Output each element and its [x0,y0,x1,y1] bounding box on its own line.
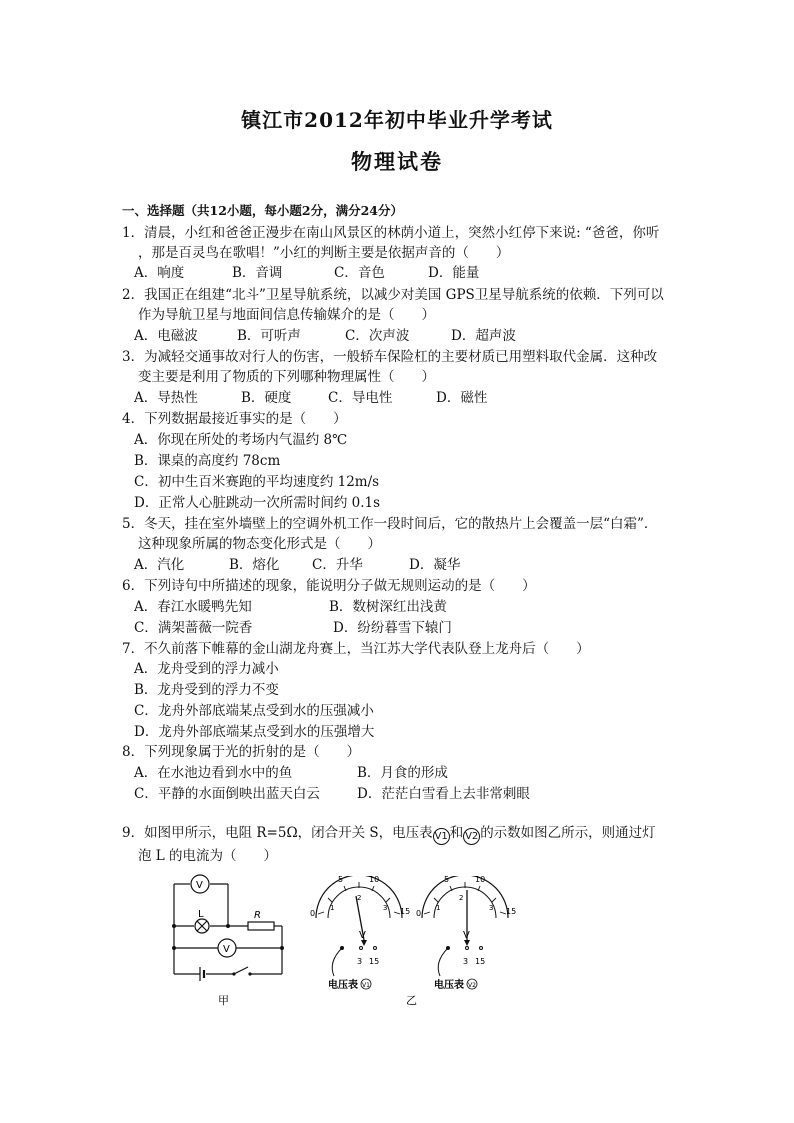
q7-option-b: B．龙舟受到的浮力不变 [134,682,279,698]
voltmeter-v2-icon: V2 [463,828,480,845]
q2-stem-cont: 作为导航卫星与地面间信息传输媒介的是（ ） [138,307,435,323]
svg-text:3: 3 [383,904,388,912]
svg-text:1: 1 [436,904,441,912]
q5-option-c: C．升华 [312,557,363,573]
q8-option-a: A．在水池边看到水中的鱼 [134,765,293,781]
svg-text:0: 0 [416,909,422,918]
resistor-label: R [254,910,261,921]
svg-text:15: 15 [400,907,411,916]
q6-stem: 6．下列诗句中所描述的现象，能说明分子做无规则运动的是（ ） [122,578,536,594]
circuit-v2-label: V [223,944,230,955]
q8-stem: 8．下列现象属于光的折射的是（ ） [122,744,361,760]
svg-text:15: 15 [506,907,517,916]
q4-option-c: C．初中生百米赛跑的平均速度约 12m/s [134,474,380,490]
svg-text:1: 1 [330,904,335,912]
q3-option-c: C．导电性 [328,390,393,406]
q6-option-c: C．满架蔷薇一院香 [134,620,253,636]
meter2-caption: 电压表 [434,980,464,991]
svg-text:V: V [359,930,366,941]
q1-option-d: D．能量 [428,265,480,281]
q6-option-b: B．数树深红出浅黄 [329,599,447,615]
q1-option-c: C．音色 [334,265,385,281]
q2-option-c: C．次声波 [345,328,410,344]
voltmeter-1 [310,876,410,991]
q9-text-b: 和 [449,825,464,841]
exam-title: 镇江市2012年初中毕业升学考试 [241,108,553,132]
q7-option-a: A．龙舟受到的浮力减小 [134,661,279,677]
q5-stem: 5．冬天，挂在室外墙壁上的空调外机工作一段时间后，它的散热片上会覆盖一层“白霜”． [122,516,658,532]
q3-stem-cont: 变主要是利用了物质的下列哪种物理属性（ ） [138,369,435,385]
q4-option-d: D．正常人心脏跳动一次所需时间约 0.1s [134,495,381,511]
voltmeter-2 [416,876,516,991]
voltmeter-figure [306,876,528,1008]
svg-text:10: 10 [369,876,380,884]
q1-stem: 1．清晨，小红和爸爸正漫步在南山风景区的林荫小道上，突然小红停下来说: “爸爸，你听 [122,225,660,241]
q1-option-b: B．音调 [232,265,283,281]
svg-text:V2: V2 [468,982,476,989]
q4-option-b: B．课桌的高度约 78cm [134,453,281,469]
meter1-caption: 电压表 [328,980,358,991]
q9-text-a: 9．如图甲所示，电阻 R=5Ω，闭合开关 S，电压表 [122,825,433,841]
q2-option-d: D．超声波 [451,328,516,344]
q5-option-b: B．熔化 [229,557,280,573]
lamp-label: L [198,909,204,920]
q8-option-c: C．平静的水面倒映出蓝天白云 [134,786,320,802]
q2-option-b: B．可听声 [237,328,301,344]
figure-yi-label: 乙 [406,994,417,1007]
q7-option-d: D．龙舟外部底端某点受到水的压强增大 [134,724,375,740]
q5-option-d: D．凝华 [409,557,461,573]
q4-stem: 4．下列数据最接近事实的是（ ） [122,411,347,427]
q5-option-a: A．汽化 [134,557,185,573]
q7-option-c: C．龙舟外部底端某点受到水的压强减小 [134,703,374,719]
q3-option-b: B．硬度 [241,390,292,406]
q3-option-d: D．磁性 [436,390,488,406]
q4-option-a: A．你现在所处的考场内气温约 8℃ [134,432,348,448]
voltmeter-v1-icon: V1 [433,828,450,845]
svg-text:10: 10 [475,876,486,884]
q6-option-d: D．纷纷暮雪下辕门 [333,620,452,636]
q1-option-a: A．响度 [134,265,185,281]
q2-option-a: A．电磁波 [134,328,198,344]
figure-jia-label: 甲 [218,994,229,1007]
circuit-v1-label: V [196,880,203,891]
svg-text:0: 0 [310,909,316,918]
svg-text:2: 2 [357,894,362,902]
q2-stem: 2．我国正在组建“北斗”卫星导航系统，以减少对美国 GPS卫星导航系统的依赖．下列可以 [122,287,664,303]
svg-text:15: 15 [475,957,486,966]
circuit-diagram [168,874,288,1012]
svg-text:5: 5 [338,876,344,884]
q6-option-a: A．春江水暖鸭先知 [134,599,252,615]
q5-stem-cont: 这种现象所属的物态变化形式是（ ） [138,536,381,552]
svg-text:15: 15 [369,957,380,966]
q9-stem [122,824,656,845]
q1-stem-cont: ，那是百灵鸟在歌唱！”小红的判断主要是依据声音的（ ） [138,245,510,261]
q9-text-c: 的示数如图乙所示，则通过灯 [480,825,656,841]
q8-option-b: B．月食的形成 [357,765,448,781]
q7-stem: 7．不久前落下帷幕的金山湖龙舟赛上，当江苏大学代表队登上龙舟后（ ） [122,641,590,657]
svg-text:V1: V1 [362,982,370,989]
section-heading: 一、选择题（共12小题，每小题2分，满分24分） [122,203,403,218]
svg-text:3: 3 [357,957,363,966]
svg-text:5: 5 [444,876,450,884]
svg-text:V: V [463,930,470,941]
svg-text:3: 3 [463,957,469,966]
svg-text:3: 3 [489,904,494,912]
q9-stem-cont: 泡 L 的电流为（ ） [138,848,278,864]
q3-stem: 3．为减轻交通事故对行人的伤害，一般轿车保险杠的主要材质已用塑料取代金属．这种改 [122,349,658,365]
q8-option-d: D．茫茫白雪看上去非常刺眼 [357,786,530,802]
svg-text:2: 2 [459,894,464,902]
exam-subtitle: 物理试卷 [351,149,443,174]
q3-option-a: A．导热性 [134,390,198,406]
